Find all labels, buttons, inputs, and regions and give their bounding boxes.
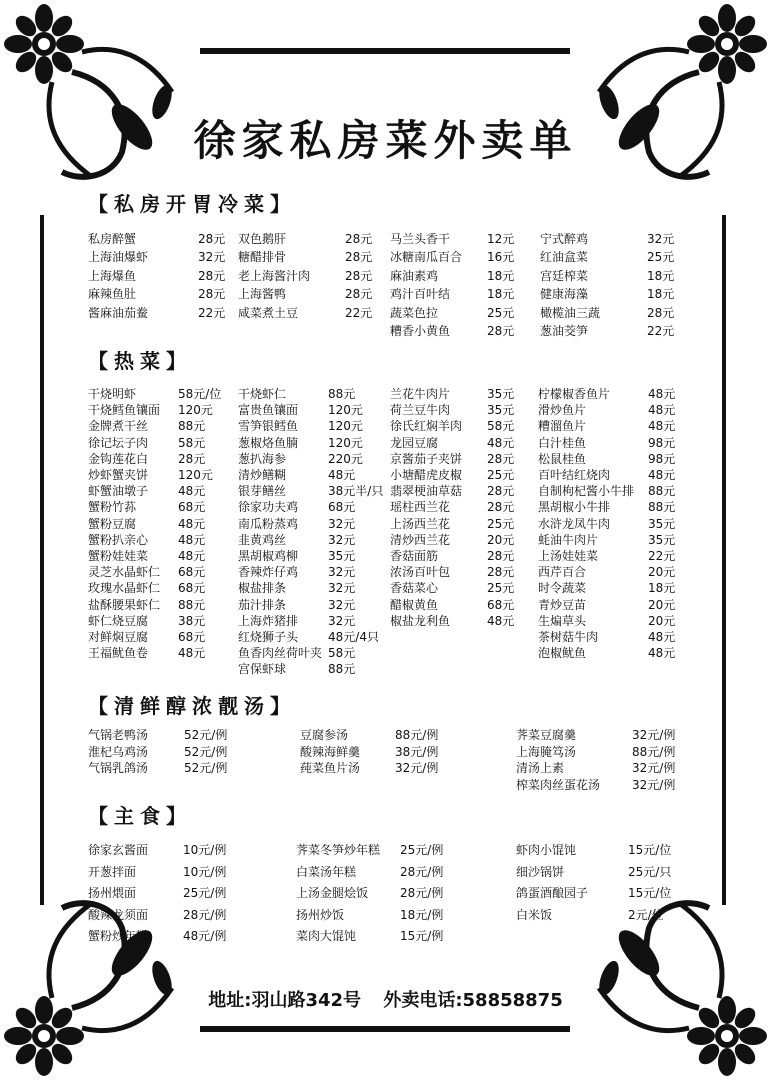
dish-price: 88元/例 <box>632 744 676 759</box>
dish-price: 48元 <box>487 613 515 628</box>
dish-price: 15元/例 <box>400 929 444 943</box>
section-title: 【清鲜醇浓靓汤】 <box>88 694 296 718</box>
dish-price: 28元 <box>345 250 373 265</box>
dish-price: 18元 <box>487 287 515 302</box>
dish-name: 自制枸杞酱小牛排 <box>538 484 635 499</box>
dish-price: 28元 <box>487 549 515 563</box>
dish-price: 22元 <box>648 549 676 563</box>
dish-name: 松鼠桂鱼 <box>538 451 587 466</box>
dish-price: 58元 <box>328 646 356 661</box>
dish-name: 葱油茭笋 <box>540 324 589 338</box>
dish-name: 韭黄鸡丝 <box>238 532 287 547</box>
dish-name: 气锅乳鸽汤 <box>88 761 149 775</box>
dish-price: 48元 <box>178 532 206 547</box>
dish-name: 徐记坛子肉 <box>88 435 149 450</box>
dish-price: 28元/例 <box>183 907 227 922</box>
dish-name: 细沙锅饼 <box>516 864 565 879</box>
dish-name: 虾蟹油墩子 <box>88 484 149 499</box>
dish-name: 水浒龙凤牛肉 <box>538 516 611 531</box>
dish-price: 25元 <box>487 581 515 596</box>
dish-price: 15元/位 <box>628 843 672 857</box>
dish-name: 咸菜煮土豆 <box>238 305 299 320</box>
dish-name: 椒盐龙利鱼 <box>390 613 451 628</box>
dish-name: 淮杞乌鸡汤 <box>88 744 149 759</box>
dish-name: 豆腐参汤 <box>300 728 349 742</box>
dish-name: 麻辣鱼肚 <box>88 287 137 302</box>
dish-price: 38元 <box>178 613 206 628</box>
left-border-line <box>40 215 44 905</box>
dish-name: 宁式醉鸡 <box>540 232 589 246</box>
dish-price: 20元 <box>648 565 676 580</box>
dish-price: 68元 <box>178 500 206 515</box>
dish-price: 68元 <box>487 597 515 612</box>
dish-price: 48元/4只 <box>328 630 379 644</box>
dish-name: 老上海酱汁肉 <box>238 268 311 283</box>
dish-name: 清汤上素 <box>516 761 565 775</box>
dish-price: 52元/例 <box>184 744 228 759</box>
dish-price: 58元 <box>487 419 515 434</box>
dish-name: 白汁桂鱼 <box>538 435 587 450</box>
dish-price: 48元 <box>328 468 356 482</box>
dish-name: 马兰头香干 <box>390 232 451 246</box>
phone-text: 外卖电话:58858875 <box>383 990 563 1011</box>
dish-price: 10元/例 <box>183 864 227 879</box>
dish-price: 38元半/只 <box>328 484 384 499</box>
dish-name: 青炒豆苗 <box>538 597 587 612</box>
dish-name: 糟溜鱼片 <box>538 419 587 434</box>
footer-contact <box>0 986 771 1012</box>
dish-price: 48元 <box>648 419 676 434</box>
dish-name: 荷兰豆牛肉 <box>390 403 451 418</box>
dish-price: 20元 <box>487 532 515 547</box>
dish-name: 徐氏红焖羊肉 <box>390 419 463 434</box>
dish-price: 88元 <box>648 500 676 515</box>
dish-price: 48元 <box>178 484 206 499</box>
dish-price: 12元 <box>487 232 515 246</box>
address-text: 地址:羽山路342号 <box>208 990 362 1011</box>
dish-price: 32元 <box>328 597 356 612</box>
dish-name: 健康海藻 <box>540 287 589 302</box>
dish-price: 16元 <box>487 250 515 265</box>
dish-name: 鸡汁百叶结 <box>390 287 451 302</box>
dish-price: 48元 <box>178 549 206 563</box>
dish-price: 48元 <box>648 630 676 644</box>
dish-name: 柠檬椒香鱼片 <box>538 387 611 401</box>
dish-name: 金牌煮干丝 <box>88 419 149 434</box>
dish-name: 虾仁烧豆腐 <box>88 613 149 628</box>
dish-name: 上汤西兰花 <box>390 516 451 531</box>
dish-name: 宫保虾球 <box>238 662 287 677</box>
dish-name: 酱麻油茄鲞 <box>88 305 149 320</box>
dish-price: 28元 <box>198 268 226 283</box>
dish-name: 开葱拌面 <box>88 864 137 879</box>
dish-price: 28元 <box>487 500 515 515</box>
dish-price: 120元 <box>178 403 213 418</box>
dish-name: 茶树菇牛肉 <box>538 630 599 644</box>
dish-price: 88元 <box>178 419 206 434</box>
dish-price: 32元 <box>647 232 675 246</box>
section-title: 【热菜】 <box>88 349 192 373</box>
dish-price: 88元 <box>178 597 206 612</box>
dish-name: 西芹百合 <box>538 565 587 580</box>
dish-name: 葱扒海参 <box>238 451 287 466</box>
dish-price: 20元 <box>648 597 676 612</box>
section-title: 【私房开胃冷菜】 <box>88 192 296 216</box>
dish-price: 220元 <box>328 451 363 466</box>
dish-price: 35元 <box>487 387 515 401</box>
dish-name: 扬州煨面 <box>88 886 137 900</box>
dish-price: 32元 <box>198 250 226 265</box>
dish-price: 48元 <box>178 516 206 531</box>
dish-price: 48元/例 <box>183 929 227 943</box>
dish-name: 时令蔬菜 <box>538 581 587 596</box>
dish-name: 蟹粉豆腐 <box>88 516 137 531</box>
dish-price: 48元 <box>487 435 515 450</box>
dish-name: 金钩莲花白 <box>88 451 149 466</box>
dish-price: 68元 <box>178 581 206 596</box>
dish-price: 32元/例 <box>395 761 439 775</box>
dish-price: 120元 <box>328 419 363 434</box>
dish-name: 黑胡椒小牛排 <box>538 500 611 515</box>
dish-price: 35元 <box>648 516 676 531</box>
dish-price: 18元/例 <box>400 907 444 922</box>
dish-name: 糖醋排骨 <box>238 250 287 265</box>
dish-price: 32元 <box>328 532 356 547</box>
dish-name: 王福鱿鱼卷 <box>88 646 149 661</box>
dish-price: 32元/例 <box>632 761 676 775</box>
dish-name: 黑胡椒鸡柳 <box>238 549 299 563</box>
dish-name: 滑炒鱼片 <box>538 403 587 418</box>
dish-name: 京酱茄子夹饼 <box>390 451 463 466</box>
dish-price: 88元 <box>328 387 356 401</box>
dish-name: 糟香小黄鱼 <box>390 324 451 338</box>
dish-name: 上海爆鱼 <box>88 268 137 283</box>
dish-name: 南瓜粉蒸鸡 <box>238 516 299 531</box>
dish-name: 香菇菜心 <box>390 581 439 596</box>
dish-name: 鱼香肉丝荷叶夹 <box>238 646 323 661</box>
right-border-line <box>722 215 726 905</box>
bottom-rule <box>200 1026 570 1032</box>
dish-name: 清炒鳝糊 <box>238 468 287 482</box>
dish-name: 荠菜豆腐羹 <box>516 728 577 742</box>
dish-price: 18元 <box>647 268 675 283</box>
menu-title: 徐家私房菜外卖单 <box>193 116 578 165</box>
dish-price: 25元 <box>487 305 515 320</box>
dish-price: 20元 <box>648 613 676 628</box>
section-title: 【主食】 <box>88 804 192 828</box>
dish-name: 对鲜焖豆腐 <box>88 630 149 644</box>
dish-name: 泡椒鱿鱼 <box>538 646 587 661</box>
dish-price: 35元 <box>487 403 515 418</box>
dish-price: 98元 <box>648 435 676 450</box>
dish-price: 88元 <box>648 484 676 499</box>
dish-price: 28元 <box>487 484 515 499</box>
dish-name: 百叶结红烧肉 <box>538 468 611 482</box>
dish-name: 莼菜鱼片汤 <box>300 761 361 775</box>
dish-name: 翡翠梗油草菇 <box>390 484 463 499</box>
dish-price: 25元 <box>487 516 515 531</box>
dish-name: 雪笋银鳕鱼 <box>238 419 299 434</box>
dish-name: 上海腌笃汤 <box>516 744 577 759</box>
dish-price: 48元 <box>648 646 676 661</box>
dish-price: 32元 <box>328 613 356 628</box>
dish-name: 浓汤百叶包 <box>390 565 451 580</box>
dish-price: 25元/例 <box>183 886 227 900</box>
dish-name: 龙园豆腐 <box>390 435 439 450</box>
dish-name: 盐酥腰果虾仁 <box>88 597 161 612</box>
dish-name: 小塘醋虎皮椒 <box>390 468 463 482</box>
dish-price: 52元/例 <box>184 728 228 742</box>
dish-price: 28元 <box>345 268 373 283</box>
dish-name: 鸽蛋酒酿园子 <box>516 886 589 900</box>
dish-name: 干烧虾仁 <box>238 387 287 401</box>
dish-name: 蟹粉竹荪 <box>88 500 137 515</box>
dish-price: 38元/例 <box>395 744 439 759</box>
dish-price: 98元 <box>648 451 676 466</box>
dish-price: 35元 <box>328 549 356 563</box>
dish-name: 白菜汤年糕 <box>296 864 357 879</box>
dish-name: 干烧明虾 <box>88 387 137 401</box>
dish-name: 虾肉小馄饨 <box>516 843 577 857</box>
dish-price: 88元 <box>328 662 356 677</box>
corner-ornament-bottom-right <box>579 888 769 1078</box>
dish-price: 68元 <box>328 500 356 515</box>
dish-name: 蟹粉扒亲心 <box>88 532 149 547</box>
dish-price: 58元/位 <box>178 387 222 401</box>
dish-price: 28元 <box>487 324 515 338</box>
dish-price: 18元 <box>487 268 515 283</box>
dish-name: 生煸草头 <box>538 613 587 628</box>
dish-price: 32元 <box>328 581 356 596</box>
dish-name: 茄汁排条 <box>238 597 287 612</box>
dish-name: 酸辣龙须面 <box>88 907 149 922</box>
dish-name: 荠菜冬笋炒年糕 <box>296 843 381 857</box>
dish-price: 25元 <box>647 250 675 265</box>
dish-name: 酸辣海鲜羹 <box>300 744 361 759</box>
dish-name: 玫瑰水晶虾仁 <box>88 581 161 596</box>
dish-price: 88元/例 <box>395 728 439 742</box>
dish-name: 上汤娃娃菜 <box>538 549 599 563</box>
dish-name: 上汤金腿烩饭 <box>296 886 369 900</box>
dish-price: 28元/例 <box>400 886 444 900</box>
dish-price: 35元 <box>648 532 676 547</box>
dish-name: 私房醉蟹 <box>88 232 137 246</box>
dish-price: 28元 <box>487 451 515 466</box>
dish-price: 32元/例 <box>632 777 676 792</box>
dish-price: 28元 <box>198 232 226 246</box>
dish-name: 炒虾蟹夹饼 <box>88 468 149 482</box>
dish-price: 2元/位 <box>628 907 664 922</box>
dish-price: 32元 <box>328 565 356 580</box>
dish-name: 红烧狮子头 <box>238 630 299 644</box>
dish-name: 蟹粉炒年糕 <box>88 929 149 943</box>
dish-price: 120元 <box>328 435 363 450</box>
dish-price: 32元/例 <box>632 728 676 742</box>
dish-price: 28元 <box>345 232 373 246</box>
dish-name: 徐家玄酱面 <box>88 843 149 857</box>
dish-name: 蔬菜色拉 <box>390 305 439 320</box>
dish-name: 上海酱鸭 <box>238 287 287 302</box>
dish-name: 上海油爆虾 <box>88 250 149 265</box>
dish-name: 宫廷榨菜 <box>540 268 589 283</box>
dish-price: 32元 <box>328 516 356 531</box>
dish-name: 麻油素鸡 <box>390 268 439 283</box>
dish-price: 120元 <box>178 468 213 482</box>
dish-price: 48元 <box>648 403 676 418</box>
dish-price: 58元 <box>178 435 206 450</box>
dish-name: 香菇面筋 <box>390 549 439 563</box>
dish-price: 22元 <box>345 305 373 320</box>
dish-price: 68元 <box>178 630 206 644</box>
dish-name: 灵芝水晶虾仁 <box>88 565 161 580</box>
dish-name: 干烧鳕鱼镶面 <box>88 403 161 418</box>
dish-price: 10元/例 <box>183 843 227 857</box>
dish-price: 28元 <box>345 287 373 302</box>
dish-name: 兰花牛肉片 <box>390 387 451 401</box>
dish-price: 120元 <box>328 403 363 418</box>
dish-name: 双色鹅肝 <box>238 232 287 246</box>
dish-price: 28元 <box>487 565 515 580</box>
dish-name: 葱椒烙鱼腩 <box>238 435 299 450</box>
dish-price: 22元 <box>198 305 226 320</box>
dish-name: 瑶柱西兰花 <box>390 500 451 515</box>
top-rule <box>200 48 570 54</box>
dish-name: 榨菜肉丝蛋花汤 <box>516 777 601 792</box>
dish-price: 48元 <box>648 468 676 482</box>
dish-price: 25元/例 <box>400 843 444 857</box>
dish-name: 清炒西兰花 <box>390 532 451 547</box>
dish-name: 气锅老鸭汤 <box>88 728 149 742</box>
dish-name: 蟹粉娃娃菜 <box>88 549 149 563</box>
dish-price: 22元 <box>647 324 675 338</box>
dish-name: 橄榄油三蔬 <box>540 305 601 320</box>
dish-price: 48元 <box>648 387 676 401</box>
dish-name: 扬州炒饭 <box>296 907 345 922</box>
dish-price: 48元 <box>178 646 206 661</box>
dish-price: 25元/只 <box>628 864 672 879</box>
dish-price: 25元 <box>487 468 515 482</box>
dish-price: 28元/例 <box>400 864 444 879</box>
dish-name: 椒盐排条 <box>238 581 287 596</box>
dish-price: 18元 <box>648 581 676 596</box>
dish-name: 冰糖南瓜百合 <box>390 250 463 265</box>
dish-name: 上海炸猪排 <box>238 613 299 628</box>
dish-name: 菜肉大馄饨 <box>296 929 357 943</box>
dish-name: 徐家功夫鸡 <box>238 500 299 515</box>
dish-price: 28元 <box>198 287 226 302</box>
dish-price: 68元 <box>178 565 206 580</box>
dish-name: 红油盒菜 <box>540 250 589 265</box>
dish-price: 28元 <box>178 451 206 466</box>
dish-name: 蚝油牛肉片 <box>538 532 599 547</box>
dish-price: 52元/例 <box>184 761 228 775</box>
dish-name: 醋椒黄鱼 <box>390 597 439 612</box>
dish-name: 银芽鳝丝 <box>238 484 287 499</box>
dish-price: 28元 <box>647 305 675 320</box>
dish-name: 香辣炸仔鸡 <box>238 565 299 580</box>
dish-price: 15元/位 <box>628 886 672 900</box>
dish-name: 白米饭 <box>516 907 553 922</box>
dish-price: 18元 <box>647 287 675 302</box>
dish-name: 富贵鱼镶面 <box>238 403 299 418</box>
